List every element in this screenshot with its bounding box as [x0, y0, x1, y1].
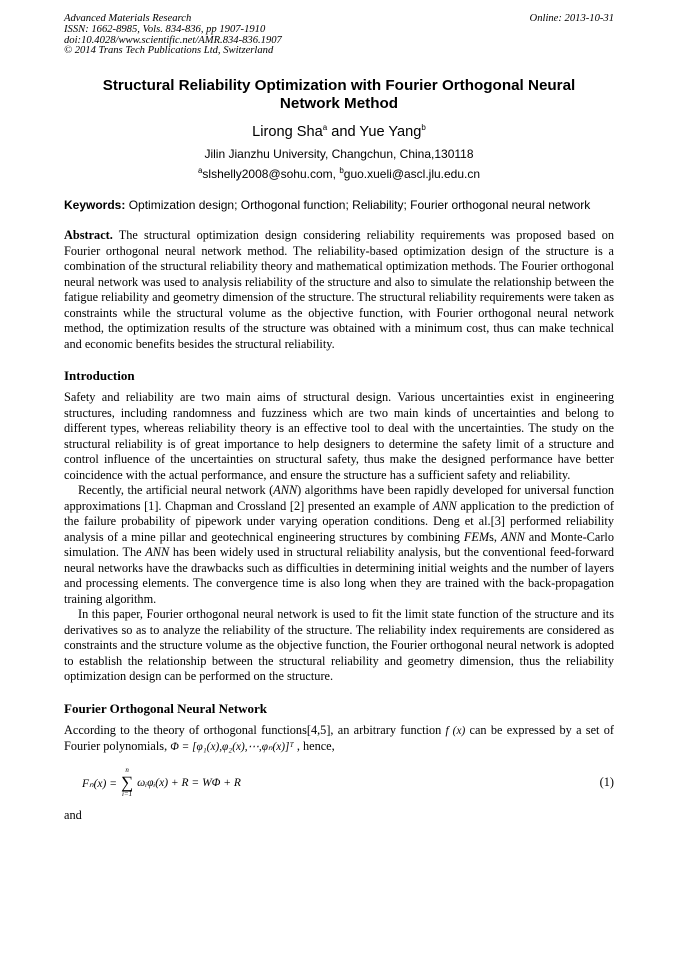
- fonn-p1-text-2: can be expressed by a set of Fourier polynomials,: [64, 722, 614, 754]
- email-line: [64, 167, 614, 182]
- email-b[interactable]: guo.xueli@ascl.jlu.edu.cn: [343, 167, 481, 182]
- author-2-affil-mark: b: [421, 123, 426, 133]
- keywords-text: Optimization design; Orthogonal function; Reliability; Fourier orthogonal neural network: [125, 198, 591, 213]
- equation-lhs: Fₙ(x) =: [82, 777, 118, 790]
- intro-paragraph-2: [64, 483, 614, 607]
- online-date: Online: 2013-10-31: [529, 13, 614, 24]
- author-1-affil-mark: a: [322, 123, 328, 133]
- author-line: [64, 123, 614, 141]
- paper-title: Structural Reliability Optimization with Fourier Orthogonal Neural Network Method: [102, 77, 576, 113]
- issn-line: ISSN: 1662-8985, Vols. 834-836, pp 1907-1910: [64, 23, 266, 35]
- email-a[interactable]: slshelly2008@sohu.com: [202, 167, 333, 182]
- sigma-symbol: ∑: [121, 773, 134, 793]
- author-2: Yue Yang: [359, 124, 422, 141]
- journal-info: [64, 14, 282, 57]
- intro-p2-text-5: and Monte-Carlo simulation. The: [64, 529, 614, 560]
- abstract-text: The structural optimization design considering reliability requirements was proposed based on Fourier orthogonal neural network method. The reliability-based optimization design of the structure is a combination of the structural reliability theory and mathematical optimization methods. The Fourier orthogonal neural network was used to analysis reliability of the structure and also to simulate the relationship between the fatigue reliability and geometry dimension of the structure. The structural reliability requirements were taken as constraints while the structural volume as the objective function, with Fourier orthogonal neural network method, the optimization results of the structure was obtained with a minimum cost, thus can make technical and economic benefits besides the structural reliability.: [64, 228, 614, 351]
- equation-1-number: (1): [599, 775, 614, 790]
- equation-rhs: ωᵢφᵢ(x) + R = WΦ + R: [137, 776, 241, 789]
- intro-p2-fem: FEM: [463, 529, 490, 544]
- fonn-p1-text-3: , hence,: [293, 739, 335, 754]
- journal-name: Advanced Materials Research: [64, 13, 192, 24]
- function-f-x: f (x): [445, 724, 466, 737]
- email-separator: ,: [332, 167, 340, 182]
- email-b-mark: b: [339, 166, 344, 176]
- email-a-mark: a: [197, 166, 203, 176]
- equation-1-body: [82, 766, 241, 799]
- intro-p2-text-3: application to the prediction of the failure probability of pipework under varying operation conditions. Deng et al.[3] performed reliability analysis of a mine pillar and geotechnical engineering structures by combining: [64, 498, 614, 544]
- journal-header: [64, 14, 614, 57]
- intro-p2-text-4: s,: [489, 529, 501, 544]
- sum-upper-limit: n: [125, 766, 129, 775]
- intro-p2-text-1: Recently, the artificial neural network (: [78, 483, 274, 498]
- fonn-paragraph-1: [64, 723, 614, 756]
- intro-p2-ann-1: ANN: [273, 483, 298, 498]
- fonn-p1-text-1: According to the theory of orthogonal functions[4,5], an arbitrary function: [64, 722, 446, 737]
- intro-p2-ann-4: ANN: [145, 545, 170, 560]
- copyright-line: © 2014 Trans Tech Publications Ltd, Switzerland: [64, 45, 274, 57]
- doi-line: doi:10.4028/www.scientific.net/AMR.834-836.1907: [64, 34, 282, 46]
- intro-paragraph-3: In this paper, Fourier orthogonal neural network is used to fit the limit state function of the structure and its derivatives so as to analyze the reliability of the structure. The reliability index requirements are considered as constraints and the structure volume as the objective function, the Fourier orthogonal neural network is adopted to establish the relationship between the structural reliability and geometry dimension, thus the reliability optimization design can be performed on the structure.: [64, 607, 614, 684]
- phi-definition: Φ = [φ₁(x),φ₂(x),⋯,φₙ(x)]ᵀ: [170, 741, 294, 754]
- abstract-label: Abstract.: [64, 228, 113, 243]
- keywords-label: Keywords:: [64, 198, 126, 213]
- intro-p2-ann-3: ANN: [500, 529, 525, 544]
- introduction-heading: Introduction: [64, 368, 135, 384]
- fonn-heading: Fourier Orthogonal Neural Network: [64, 700, 268, 716]
- intro-p2-ann-2: ANN: [432, 498, 457, 513]
- sum-lower-limit: i=1: [121, 790, 133, 799]
- equation-1: [64, 768, 614, 798]
- affiliation: Jilin Jianzhu University, Changchun, China,130118: [204, 147, 474, 162]
- author-1: Lirong Sha: [252, 124, 323, 141]
- intro-p2-text-2: ) algorithms have been rapidly developed for universal function approximations [1]. Chapman and Crossland [2] presented an example of: [64, 483, 615, 513]
- intro-paragraph-1: Safety and reliability are two main aims of structural design. Various uncertainties exist in engineering structures, including randomness and fuzziness which are two main kinds of uncertainties and belong to different types, whereas reliability theory is an effective tool to deal with the uncertainties. The study on the structural reliability is of great importance to help designers to determine the safety limit of a structure and control influence of the uncertainties on structural safety, thus make the designed performance have better coincidence with the actual performance, and ensure the structure has a sufficient safety and reliability.: [64, 390, 614, 482]
- and-line: and: [64, 807, 82, 822]
- summation: [121, 766, 133, 799]
- keywords: [64, 198, 614, 213]
- abstract: [64, 228, 614, 352]
- author-joiner: and: [327, 124, 360, 141]
- intro-p2-text-6: has been widely used in structural reliability analysis, but the conventional feed-forward neural networks have the drawbacks such as difficulties in determining initial weights and the number of layers and processing elements. The convergence time is also long when they are trained with the back-propagation training algorithm.: [64, 545, 614, 606]
